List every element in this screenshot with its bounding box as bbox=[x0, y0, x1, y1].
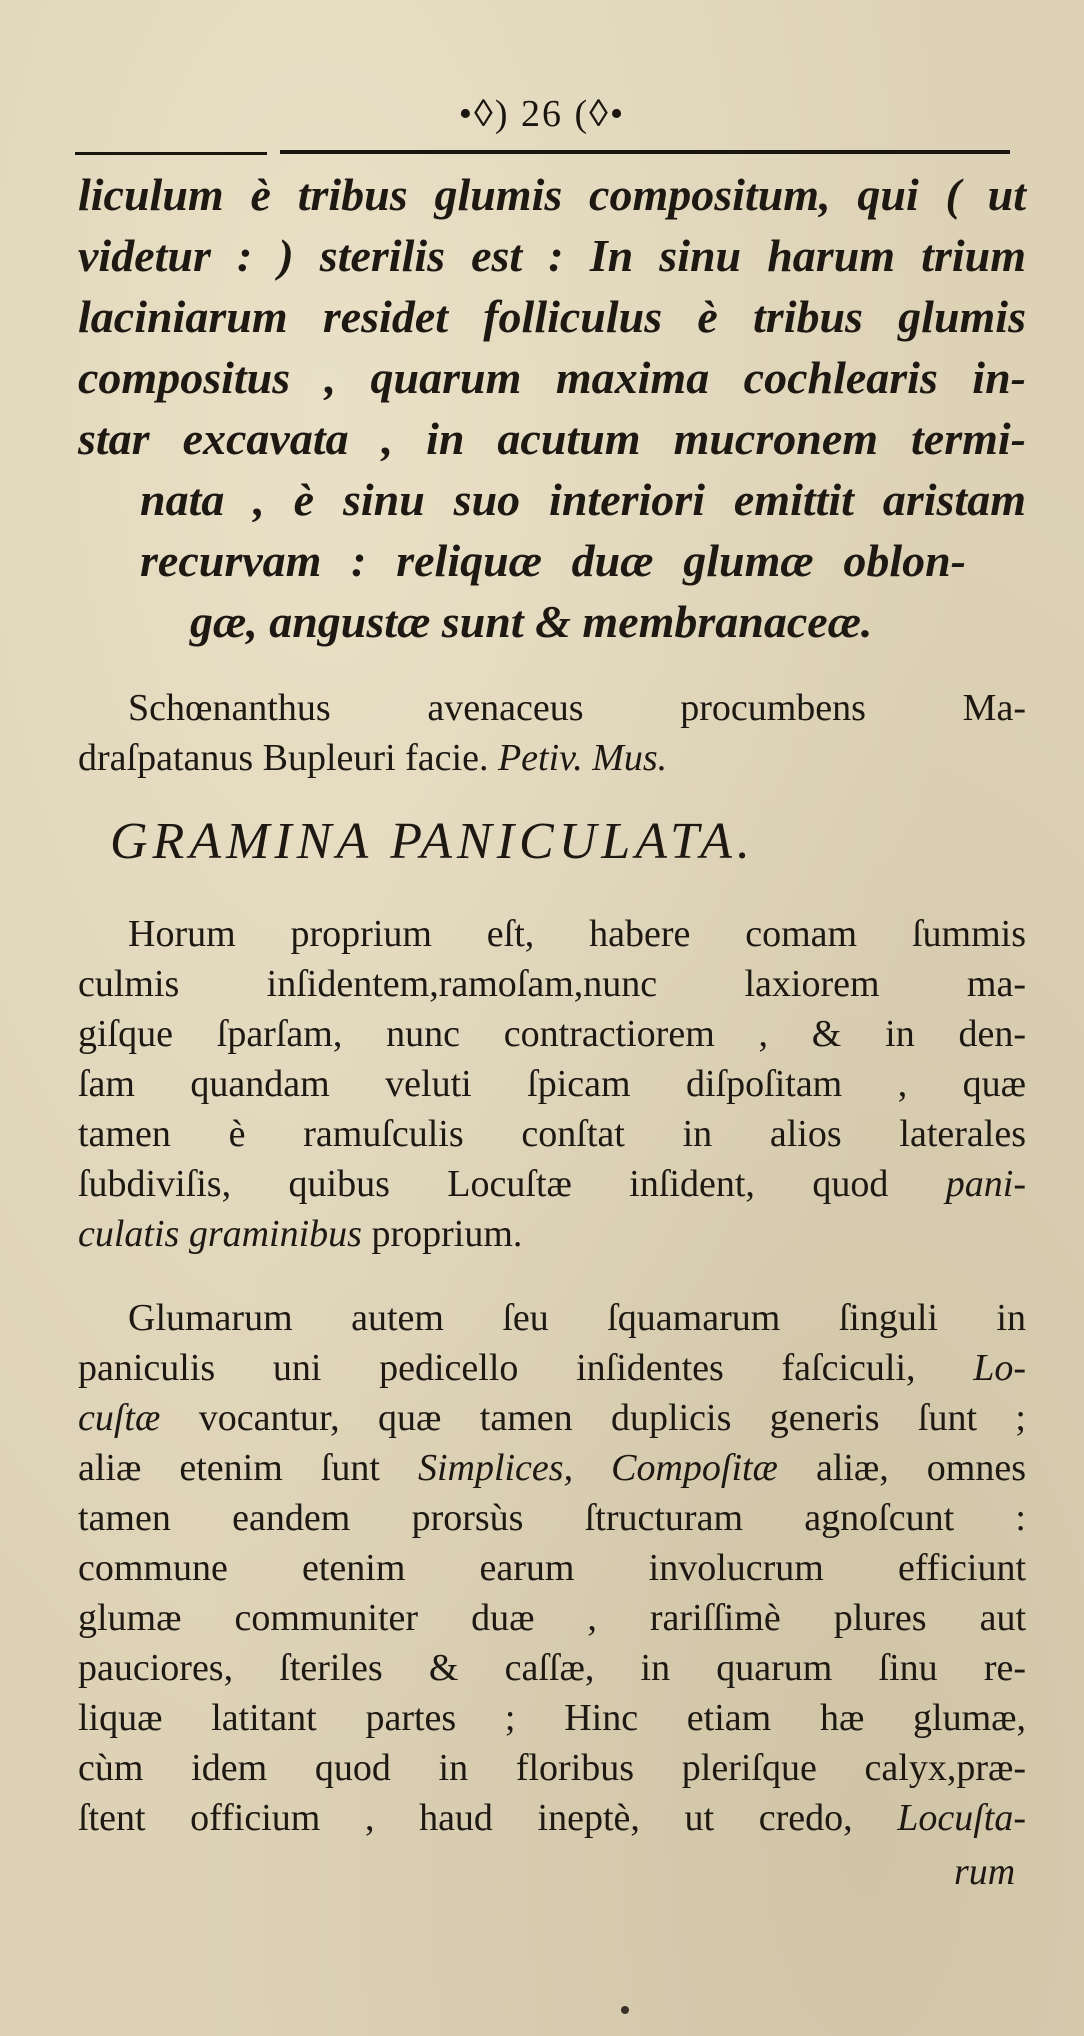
page-number-header: •◊) 26 (◊• bbox=[458, 93, 626, 135]
italic-line-8: gæ, angustæ sunt & membranaceæ. bbox=[190, 596, 873, 647]
para2-line-7: glumæ communiter duæ , rariſſimè plures aut bbox=[78, 1597, 1026, 1639]
para1-line-6 bbox=[78, 1162, 1026, 1206]
italic-line-3: laciniarum residet folliculus è tribus glumis bbox=[78, 291, 1026, 342]
para1-line-5: tamen è ramuſculis conſtat in alios laterales bbox=[78, 1113, 1026, 1155]
para2-line-4-roman-b: aliæ, omnes bbox=[815, 1447, 1026, 1489]
italic-line-2: videtur : ) sterilis est : In sinu harum trium bbox=[78, 230, 1026, 281]
para2-line-11 bbox=[78, 1796, 1026, 1840]
section-heading: GRAMINA PANICULATA. bbox=[110, 813, 755, 870]
para2-line-3-roman: vocantur, quæ tamen duplicis generis ſunt ; bbox=[198, 1397, 1026, 1439]
entry-line-2-roman: draſpatanus Bupleuri facie. bbox=[78, 737, 489, 779]
italic-line-6: nata , è sinu suo interiori emittit aristam bbox=[140, 474, 1026, 525]
para2-line-2 bbox=[78, 1346, 1026, 1390]
entry-line-1: Schœnanthus avenaceus procumbens Ma- bbox=[128, 687, 1026, 729]
para2-line-2-italic: Lo- bbox=[973, 1347, 1026, 1389]
para1-line-3: giſque ſparſam, nunc contractiorem , & in den- bbox=[78, 1013, 1026, 1055]
para2-line-2-roman: paniculis uni pedicello inſidentes faſciculi, bbox=[78, 1347, 916, 1389]
italic-line-5: star excavata , in acutum mucronem termi- bbox=[78, 413, 1026, 464]
para2-line-5: tamen eandem prorsùs ſtructuram agnoſcunt : bbox=[78, 1497, 1026, 1539]
para2-line-4-italic: Simplices, Compoſitæ bbox=[417, 1447, 778, 1489]
para1-line-4: ſam quandam veluti ſpicam diſpoſitam , quæ bbox=[78, 1063, 1026, 1105]
entry-citation: Petiv. Mus. bbox=[497, 737, 668, 779]
para2-line-6: commune etenim earum involucrum efficiunt bbox=[78, 1547, 1026, 1589]
italic-line-1: liculum è tribus glumis compositum, qui ( ut bbox=[78, 169, 1026, 220]
para2-line-9: liquæ latitant partes ; Hinc etiam hæ glumæ, bbox=[78, 1697, 1026, 1739]
ink-speck bbox=[621, 2006, 629, 2014]
para2-line-1: Glumarum autem ſeu ſquamarum ſinguli in bbox=[128, 1297, 1026, 1339]
italic-line-4: compositus , quarum maxima cochlearis in- bbox=[78, 352, 1026, 403]
para2-line-10: cùm idem quod in floribus pleriſque calyx,præ- bbox=[78, 1747, 1026, 1789]
entry-line-2 bbox=[78, 736, 667, 780]
para2-line-11-roman: ſtent officium , haud ineptè, ut credo, bbox=[78, 1797, 853, 1839]
italic-line-7: recurvam : reliquæ duæ glumæ oblon- bbox=[140, 535, 966, 586]
para1-line-7-roman: proprium. bbox=[371, 1213, 523, 1255]
para1-line-7-italic: culatis graminibus bbox=[78, 1213, 362, 1255]
para2-line-8: pauciores, ſteriles & caſſæ, in quarum ſinu re- bbox=[78, 1647, 1026, 1689]
para2-line-4-roman-a: aliæ etenim ſunt bbox=[78, 1447, 380, 1489]
para2-line-3-italic: cuſtæ bbox=[78, 1397, 161, 1439]
para2-line-4 bbox=[78, 1446, 1026, 1490]
header-rule-right bbox=[280, 150, 1010, 154]
catchword: rum bbox=[954, 1851, 1016, 1893]
para2-line-3 bbox=[78, 1396, 1026, 1440]
para1-line-7 bbox=[78, 1212, 522, 1256]
para1-line-2: culmis inſidentem,ramoſam,nunc laxiorem ma- bbox=[78, 963, 1026, 1005]
para2-line-11-italic: Locuſta- bbox=[897, 1797, 1027, 1839]
para1-line-6-roman: ſubdiviſis, quibus Locuſtæ inſident, quod bbox=[78, 1163, 889, 1205]
header-rule-left bbox=[75, 152, 267, 155]
para1-line-1: Horum proprium eſt, habere comam ſummis bbox=[128, 913, 1026, 955]
para1-line-6-italic: pani- bbox=[945, 1163, 1027, 1205]
